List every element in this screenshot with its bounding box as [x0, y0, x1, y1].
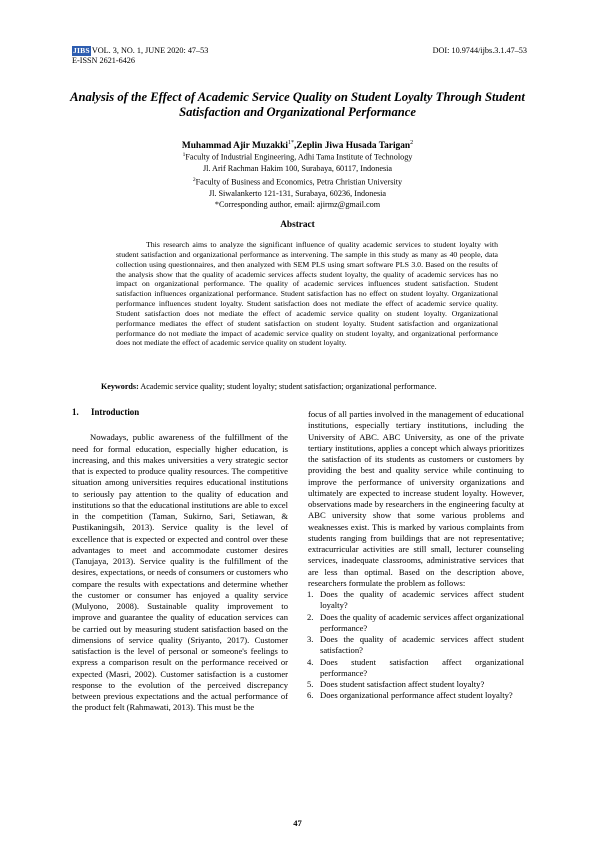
list-item: 6. Does organizational performance affect student loyalty? — [307, 690, 513, 701]
section-heading — [72, 407, 288, 418]
journal-header-left — [72, 46, 208, 66]
abstract-heading: Abstract — [280, 220, 315, 230]
keywords-text: Academic service quality; student loyalty; student satisfaction; organizational performance. — [140, 382, 437, 391]
abstract-text: This research aims to analyze the significant influence of quality academic services to student loyalty with student satisfaction and organizational performance as intervening. The sample in this study as many as 40 people, data collection using questionnaires, and then analyzed with SEM PLS using smart software PLS 3.0. Based on the results of the analysis show that the quality of academic services affects student loyalty, the quality of academic services has no impact on organizational performance. The quality of academic services influences student satisfaction. Student satisfaction influences organizational performance. Student satisfaction has no effect on student loyalty. Organizational performance influences student loyalty. Student satisfaction does not mediate the effect of academic service quality. Student satisfaction does not mediate the effect of academic service quality on student loyalty. Organizational performance mediates the effect of student satisfaction on student loyalty. Student satisfaction and organizational performance do not mediate the impact of academic service quality on student loyalty, and organizational performance does not mediate the effect of academic service quality on student loyalty. — [116, 240, 498, 348]
author-affiliation-mark: 2 — [410, 140, 414, 146]
keywords — [101, 382, 521, 392]
affiliation-mark: 1 — [182, 152, 186, 158]
affiliations — [60, 150, 535, 211]
list-item: 1. Does the quality of academic services affect student loyalty? — [307, 589, 524, 611]
list-item: 2. Does the quality of academic services affect organizational performance? — [307, 611, 524, 633]
affiliation-line: Jl. Siwalankerto 121-131, Surabaya, 60236, Indonesia — [208, 188, 387, 198]
list-item: 4. Does student satisfaction affect organizational performance? — [307, 656, 524, 678]
research-questions — [308, 589, 524, 702]
intro-paragraph: Nowadays, public awareness of the fulfillment of the need for formal education, especially higher education, is increasing, and this makes universities a very strategic sector that is expected to produce quality resources. The competitive situation among universities requires educational institutions to seriously pay attention to the quality of education and institutions so that the educational institutions are able to excel in the competition (Taman, Sukirno, Sari, Setiawan, & Pustikaningsih, 2013). Service quality is the level of excellence that is expected or expected and control over these advantages to meet and accommodate customer desires (Tanujaya, 2013). Service quality is the fulfillment of the desires, expectations, or needs of consumers or customers who compare the results with expectations and determine whether the customer or consumer has enjoyed a quality service (Mulyono, 2008). Sustainable quality improvement to improve and guarantee the quality of education services can be carried out by measuring student satisfaction based on the dimensions of service quality (Sriyanto, 2017). Customer satisfaction is the level of personal or someone's feelings to express a comparison result on the performance received or expected (Masri, 2002). Customer satisfaction is a customer response to the evolution of the perceived discrepancy between previous expectations and the actual performance of the product felt (Rahmawati, 2013). This must be the — [72, 432, 288, 713]
issn: E-ISSN 2621-6426 — [72, 56, 135, 65]
affiliation-line: Jl. Arif Rachman Hakim 100, Surabaya, 60117, Indonesia — [202, 164, 393, 174]
section-number: 1. — [72, 407, 79, 417]
keywords-label: Keywords: — [101, 382, 139, 391]
page-number: 47 — [293, 818, 302, 828]
list-item: 3. Does the quality of academic services affect student satisfaction? — [307, 634, 524, 656]
left-column — [72, 407, 288, 714]
author-affiliation-mark: 1* — [287, 140, 294, 146]
paper-title: Analysis of the Effect of Academic Service Quality on Student Loyalty Through Student Satisfaction and Organizational Performance — [70, 90, 525, 119]
author-name: Muhammad Ajir Muzakki — [181, 141, 288, 152]
doi: DOI: 10.9744/ijbs.3.1.47–53 — [432, 46, 527, 55]
affiliation-line: Faculty of Business and Economics, Petra Christian University — [195, 177, 403, 187]
author-line: Muhammad Ajir Muzakki$^{1*}$,Zeplin Jiwa Husada Tarigan$^2$ — [181, 140, 414, 152]
author-name: Zeplin Jiwa Husada Tarigan — [296, 141, 411, 152]
volume-info: VOL. 3, NO. 1, JUNE 2020: 47–53 — [91, 46, 209, 55]
affiliation-mark: 2 — [192, 176, 196, 183]
journal-logo: JIBS — [73, 46, 90, 55]
right-column — [308, 409, 524, 702]
list-item: 5. Does student satisfaction affect student loyalty? — [307, 679, 485, 689]
intro-paragraph-continued: focus of all parties involved in the management of educational institutions, especially tertiary institutions, including the University of ABC. ABC University, as one of the private tertiary institutions, applies a concept which always prioritizes the satisfaction of its students as customers or customers by providing the best and quality service while continuing to improve the performance of university organizations and ultimately are expected to increase student loyalty. However, observations made by researchers in the engineering faculty at ABC university show that some various problems and weaknesses exist. This is marked by various complaints from students ranging from buildings that are not representative; extracurricular activities are still small, lecturer counseling services, inadequate classrooms, administrative services that are less than optimal. Based on the description above, researchers formulate the problem as follows: — [308, 409, 524, 588]
section-title: Introduction — [91, 407, 140, 417]
affiliation-line: Faculty of Industrial Engineering, Adhi Tama Institute of Technology — [185, 152, 413, 162]
corresponding-author: *Corresponding author, email: ajirmz@gmail.com — [214, 200, 381, 210]
